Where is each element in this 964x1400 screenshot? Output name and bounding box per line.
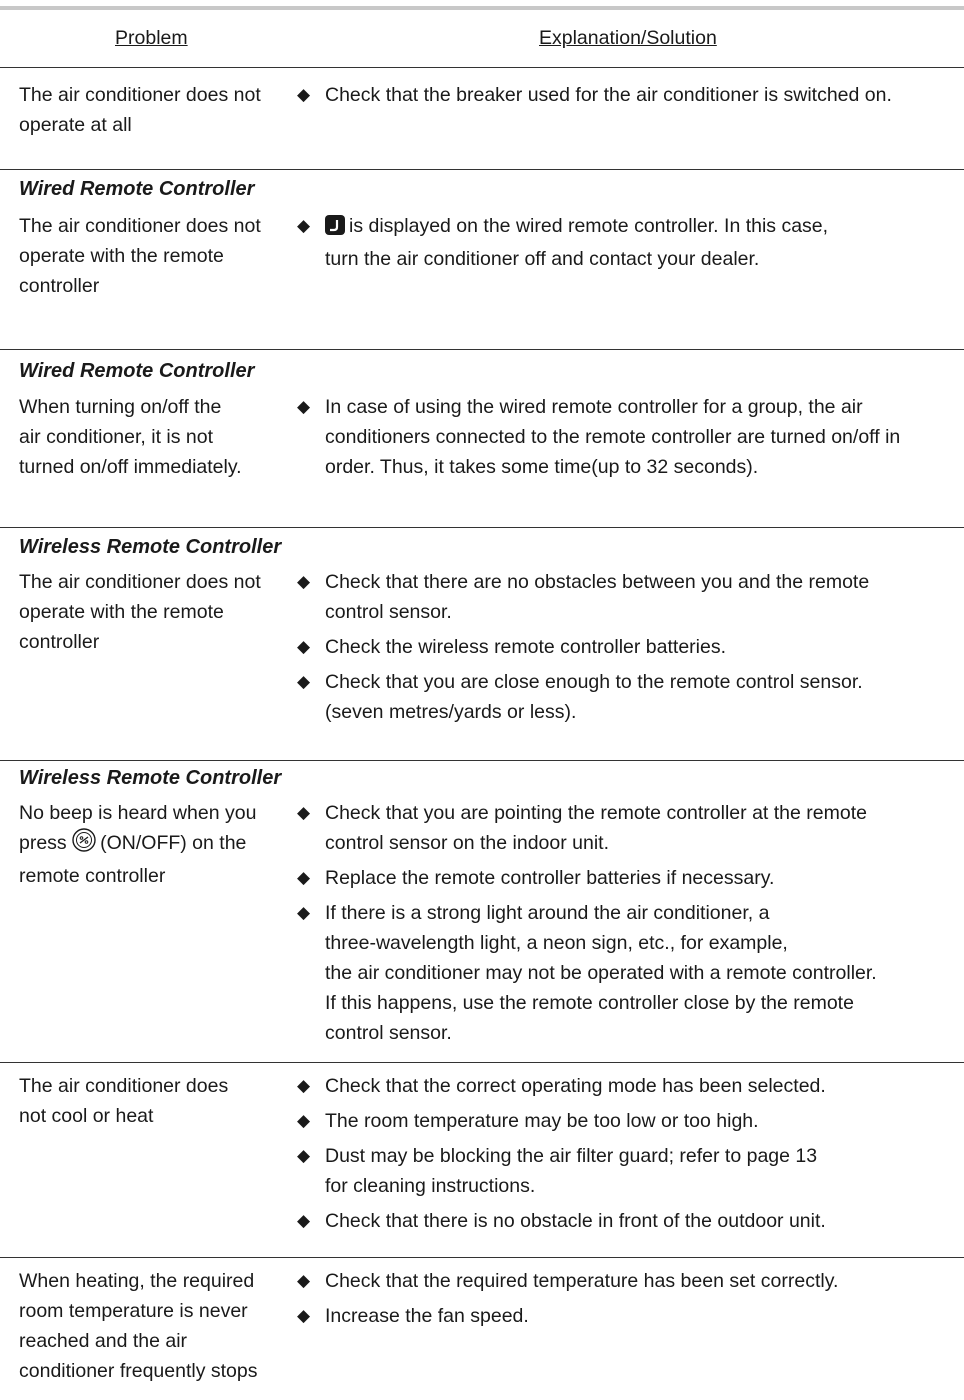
bullet-diamond-icon: ◆ — [297, 397, 311, 416]
section-heading: Wireless Remote Controller — [19, 767, 282, 789]
solution-list — [297, 80, 959, 115]
problem-text: When heating, the required room temperature is never reached and the air conditioner frequently stops — [19, 1270, 258, 1382]
solution-item: ◆ Check that the required temperature has been set correctly. — [297, 1266, 959, 1296]
bullet-diamond-icon: ◆ — [297, 216, 311, 235]
divider — [0, 527, 964, 528]
bullet-diamond-icon: ◆ — [297, 1271, 311, 1290]
top-border — [0, 6, 964, 10]
solution-item: ◆ Check that there is no obstacle in front of the outdoor unit. — [297, 1206, 959, 1236]
solution-column-header: Explanation/Solution — [539, 27, 717, 49]
solution-item: ◆ Check that the correct operating mode has been selected. — [297, 1071, 959, 1101]
problem-text: The air conditioner does not operate at all — [19, 84, 261, 136]
bullet-diamond-icon: ◆ — [297, 1306, 311, 1325]
bullet-diamond-icon: ◆ — [297, 903, 311, 922]
solution-list — [297, 798, 959, 1053]
solution-item: ◆ Check that you are pointing the remote controller at the remote control sensor on the indoor unit. — [297, 798, 959, 858]
section-heading: Wired Remote Controller — [19, 360, 255, 382]
bullet-diamond-icon: ◆ — [297, 637, 311, 656]
bullet-diamond-icon: ◆ — [297, 85, 311, 104]
table-header — [0, 27, 964, 57]
problem-text: When turning on/off the air conditioner, it is not turned on/off immediately. — [19, 396, 242, 478]
bullet-diamond-icon: ◆ — [297, 1076, 311, 1095]
problem-text: The air conditioner does not cool or heat — [19, 1075, 229, 1127]
divider — [0, 67, 964, 68]
bullet-diamond-icon: ◆ — [297, 572, 311, 591]
bullet-diamond-icon: ◆ — [297, 868, 311, 887]
bullet-diamond-icon: ◆ — [297, 672, 311, 691]
problem-text: The air conditioner does not operate with the remote controller — [19, 571, 261, 653]
divider — [0, 1257, 964, 1258]
divider — [0, 1062, 964, 1063]
section-heading: Wired Remote Controller — [19, 178, 255, 200]
section-heading: Wireless Remote Controller — [19, 536, 282, 558]
solution-item: ◆ The room temperature may be too low or too high. — [297, 1106, 959, 1136]
divider — [0, 349, 964, 350]
solution-item: ◆ Check that there are no obstacles between you and the remote control sensor. — [297, 567, 959, 627]
solution-item: ◆ Dust may be blocking the air filter guard; refer to page 13 for cleaning instructions. — [297, 1141, 959, 1201]
divider — [0, 169, 964, 170]
problem-text: The air conditioner does not operate with the remote controller — [19, 215, 261, 297]
solution-list — [297, 211, 959, 279]
bullet-diamond-icon: ◆ — [297, 1111, 311, 1130]
on-off-button-icon — [72, 828, 96, 861]
error-check-display-icon — [325, 214, 345, 244]
problem-text: No beep is heard when you press (ON/OFF) on the remote controller — [19, 802, 257, 887]
solution-list — [297, 1266, 959, 1336]
solution-item: ◆ Increase the fan speed. — [297, 1301, 959, 1331]
solution-item: ◆ If there is a strong light around the air conditioner, a three-wavelength light, a neon sign, etc., for example, the air conditioner may not be operated with a remote controller. If this happens, use the remote controller close by the remote control sensor. — [297, 898, 959, 1048]
solution-item: ◆ is displayed on the wired remote controller. In this case, turn the air conditioner off and contact your dealer. — [297, 211, 959, 274]
bullet-diamond-icon: ◆ — [297, 803, 311, 822]
solution-list — [297, 392, 959, 487]
solution-item: ◆ Check the wireless remote controller batteries. — [297, 632, 959, 662]
bullet-diamond-icon: ◆ — [297, 1146, 311, 1165]
solution-list — [297, 567, 959, 732]
divider — [0, 760, 964, 761]
solution-item: ◆ Check that the breaker used for the air conditioner is switched on. — [297, 80, 959, 110]
bullet-diamond-icon: ◆ — [297, 1211, 311, 1230]
solution-item: ◆ Check that you are close enough to the remote control sensor. (seven metres/yards or less). — [297, 667, 959, 727]
problem-column-header: Problem — [115, 27, 188, 49]
solution-list — [297, 1071, 959, 1241]
solution-item: ◆ Replace the remote controller batteries if necessary. — [297, 863, 959, 893]
solution-item: ◆ In case of using the wired remote controller for a group, the air conditioners connected to the remote controller are turned on/off in order. Thus, it takes some time(up to 32 seconds). — [297, 392, 959, 482]
